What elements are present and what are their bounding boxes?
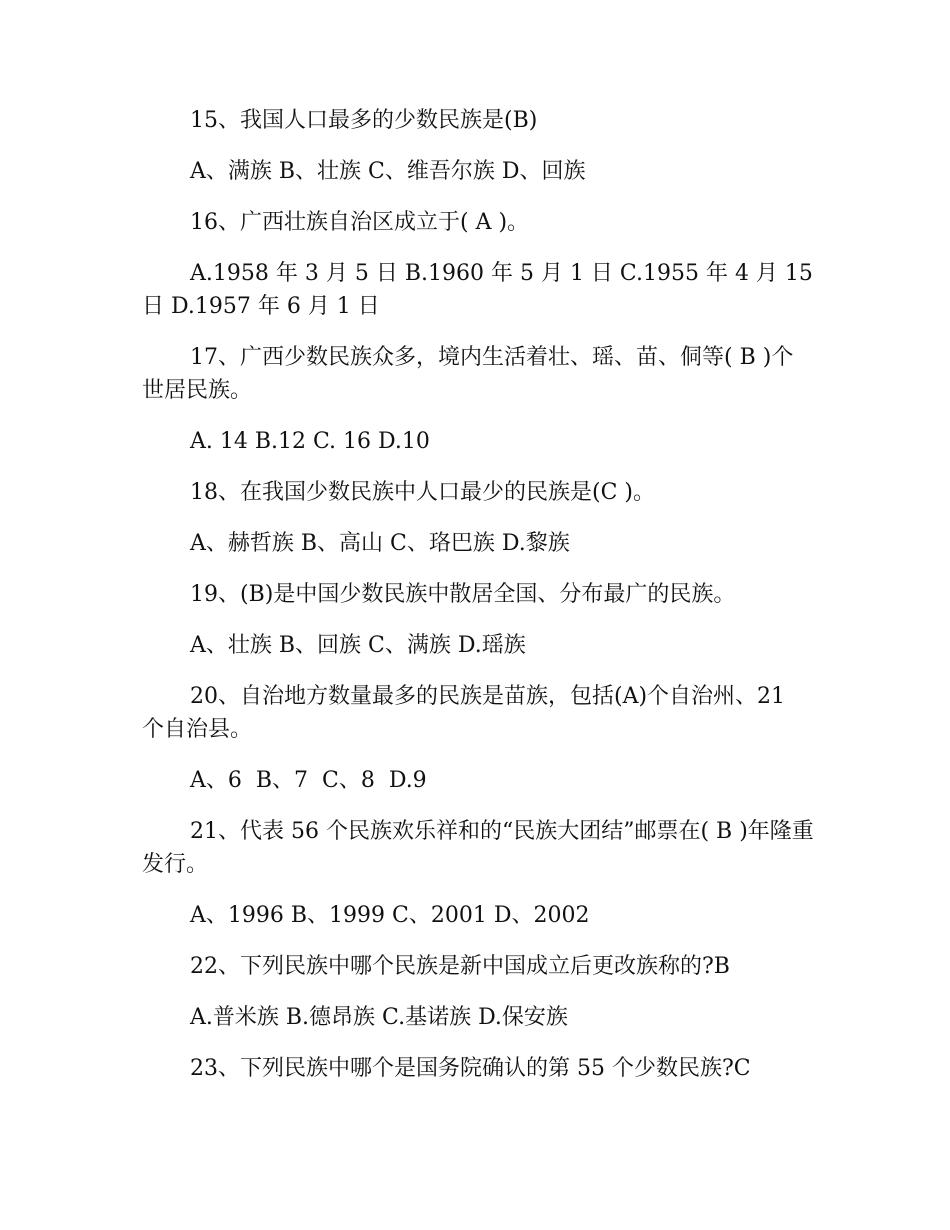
question-16: 16、广西壮族自治区成立于( A )。 bbox=[190, 210, 530, 235]
question-18: 18、在我国少数民族中人口最少的民族是(C )。 bbox=[190, 480, 655, 505]
options-22: A.普米族 B.德昂族 C.基诺族 D.保安族 bbox=[190, 1005, 568, 1030]
options-15: A、满族 B、壮族 C、维吾尔族 D、回族 bbox=[190, 159, 586, 184]
options-16: A.1958 年 3 月 5 日 B.1960 年 5 月 1 日 C.1955 年 4 月 15 日 D.1957 年 6 月 1 日 bbox=[142, 261, 820, 319]
options-19: A、壮族 B、回族 C、满族 D.瑶族 bbox=[190, 633, 526, 658]
question-21: 21、代表 56 个民族欢乐祥和的“民族大团结”邮票在( B )年隆重发行。 bbox=[142, 819, 814, 877]
options-21: A、1996 B、1999 C、2001 D、2002 bbox=[190, 903, 590, 928]
question-23: 23、下列民族中哪个是国务院确认的第 55 个少数民族?C bbox=[190, 1056, 751, 1081]
question-19: 19、(B)是中国少数民族中散居全国、分布最广的民族。 bbox=[190, 582, 736, 607]
question-17: 17、广西少数民族众多，境内生活着壮、瑶、苗、侗等( B )个世居民族。 bbox=[142, 345, 794, 403]
question-20: 20、自治地方数量最多的民族是苗族，包括(A)个自治州、21 个自治县。 bbox=[142, 684, 793, 742]
options-17: A. 14 B.12 C. 16 D.10 bbox=[190, 429, 430, 454]
question-15: 15、我国人口最多的少数民族是(B) bbox=[190, 108, 538, 133]
document-body bbox=[142, 104, 820, 1103]
options-20: A、6 B、7 C、8 D.9 bbox=[190, 768, 427, 793]
question-22: 22、下列民族中哪个民族是新中国成立后更改族称的?B bbox=[190, 954, 730, 979]
options-18: A、赫哲族 B、高山 C、珞巴族 D.黎族 bbox=[190, 531, 570, 556]
